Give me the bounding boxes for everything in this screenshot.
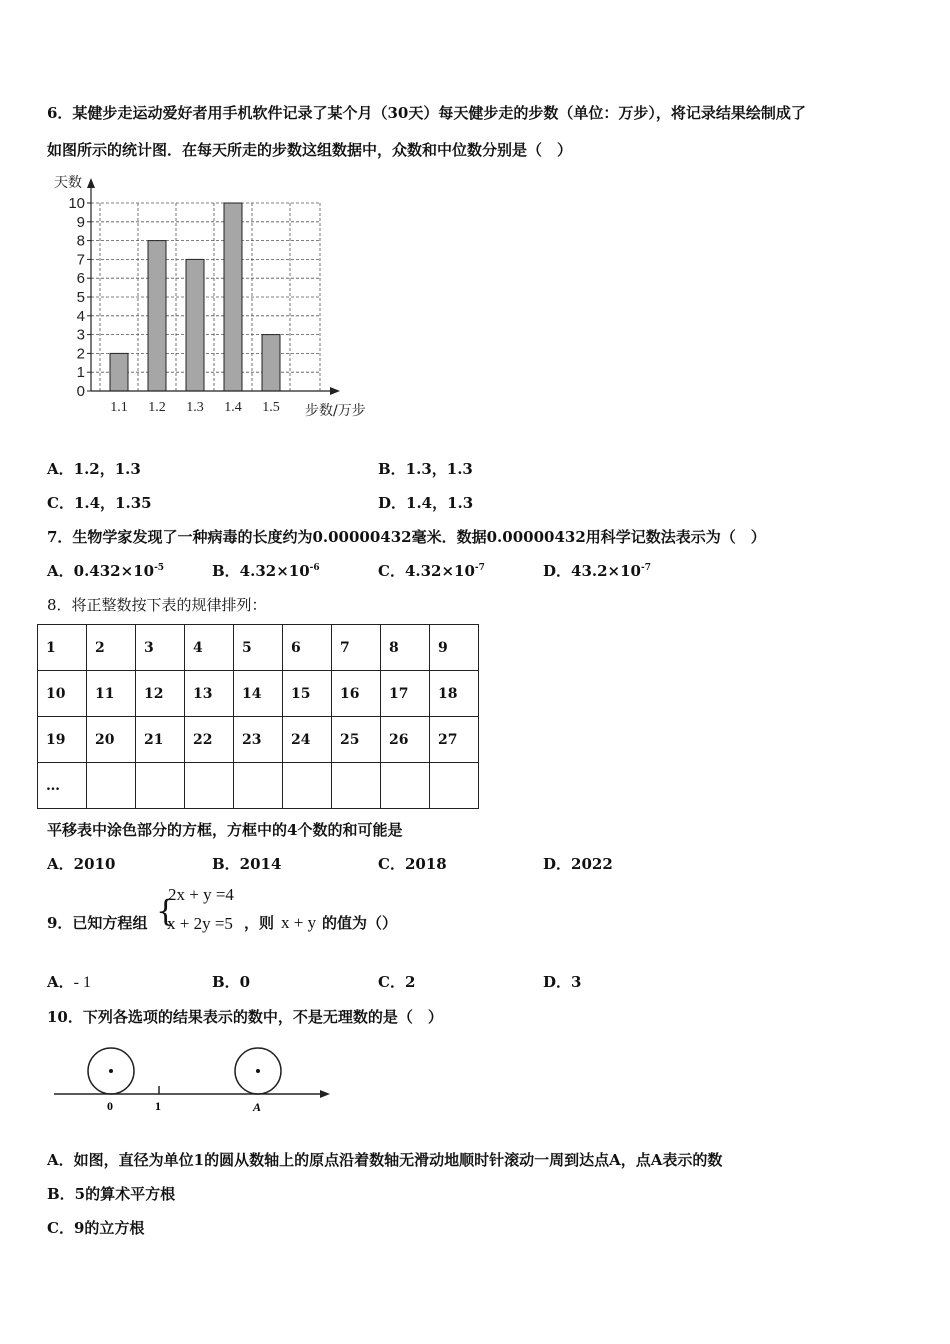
q8-question: 平移表中涂色部分的方框，方框中的4个数的和可能是 [47, 821, 403, 839]
table-row [38, 763, 479, 809]
x-tick-label: 1.2 [148, 400, 166, 415]
table-cell: 7 [332, 625, 381, 671]
bar-1.3 [186, 259, 204, 391]
q7-option-d-exp: -7 [640, 563, 651, 573]
table-cell [185, 763, 234, 809]
rolling-circle-number-line-figure [48, 1040, 338, 1120]
q9-option-d[interactable]: D．3 [543, 973, 582, 991]
q8-stem: 8．将正整数按下表的规律排列： [47, 596, 267, 614]
q9-prefix: 9．已知方程组 [47, 914, 148, 932]
table-cell: 19 [38, 717, 87, 763]
q9-option-c[interactable]: C．2 [378, 973, 416, 991]
y-tick-label: 7 [76, 251, 85, 269]
q9-equation-1: 2x + y =4 [168, 885, 234, 904]
q7-option-c-exp: -7 [474, 563, 485, 573]
q10-stem: 10．下列各选项的结果表示的数中，不是无理数的是（ ） [47, 1008, 443, 1026]
q9-expression: x + y [281, 913, 317, 932]
q6-option-a[interactable]: A．1.2，1.3 [47, 460, 141, 478]
q9-option-a[interactable] [47, 971, 91, 992]
x-tick-label: 1.3 [186, 400, 204, 415]
q6-stem-line1: 6．某健步走运动爱好者用手机软件记录了某个月（30天）每天健步走的步数（单位：万步），将记录结果绘制成了 [47, 104, 806, 122]
table-row [38, 717, 479, 763]
table-cell: 12 [136, 671, 185, 717]
q7-option-d-label: D．43.2×10 [543, 562, 641, 580]
table-cell: 26 [381, 717, 430, 763]
table-cell: 14 [234, 671, 283, 717]
table-row [38, 625, 479, 671]
y-tick-label: 8 [76, 232, 85, 250]
table-cell: 9 [430, 625, 479, 671]
q7-option-c[interactable] [378, 560, 485, 581]
table-row [38, 671, 479, 717]
q6-stem-line2: 如图所示的统计图．在每天所走的步数这组数据中，众数和中位数分别是（ ） [47, 141, 573, 159]
table-cell: 18 [430, 671, 479, 717]
x-tick-label: 1.4 [224, 400, 242, 415]
table-cell: 11 [87, 671, 136, 717]
q7-option-d[interactable] [543, 560, 651, 581]
q8-option-d[interactable]: D．2022 [543, 855, 613, 873]
end-circle-center [256, 1069, 260, 1073]
x-axis-arrow [330, 387, 340, 395]
q6-option-c[interactable]: C．1.4，1.35 [47, 494, 152, 512]
label-1: 1 [155, 1099, 161, 1113]
q7-stem: 7．生物学家发现了一种病毒的长度约为0.00000432毫米．数据0.00000432用科学记数法表示为（ ） [47, 528, 766, 546]
label-A: A [253, 1100, 262, 1114]
y-tick-label: 10 [68, 195, 85, 212]
table-cell: 10 [38, 671, 87, 717]
q9-equation-2: x + 2y =5 [167, 914, 233, 933]
label-0: 0 [107, 1099, 113, 1113]
q7-option-a-label: A．0.432×10 [47, 562, 155, 580]
q9-middle: ，则 [244, 914, 275, 932]
bar-1.1 [110, 353, 128, 391]
table-cell [87, 763, 136, 809]
table-cell: 4 [185, 625, 234, 671]
y-tick-label: 6 [76, 270, 85, 288]
table-cell [283, 763, 332, 809]
y-tick-label: 4 [76, 307, 85, 325]
q8-option-a[interactable]: A．2010 [47, 855, 116, 873]
bar-1.5 [262, 335, 280, 391]
q7-option-a[interactable] [47, 560, 164, 581]
q6-option-b[interactable]: B．1.3，1.3 [378, 460, 473, 478]
table-cell: 20 [87, 717, 136, 763]
table-cell: 8 [381, 625, 430, 671]
bar-1.2 [148, 241, 166, 391]
table-cell [136, 763, 185, 809]
step-count-bar-chart [40, 168, 390, 428]
y-tick-label: 5 [76, 289, 85, 306]
number-line [54, 1090, 330, 1098]
table-cell: 24 [283, 717, 332, 763]
integer-table [37, 624, 479, 809]
table-cell: 21 [136, 717, 185, 763]
x-tick-label: 1.5 [262, 400, 280, 415]
y-tick-label: 3 [76, 326, 85, 344]
q6-option-d[interactable]: D．1.4，1.3 [378, 494, 474, 512]
q7-option-a-exp: -5 [154, 563, 165, 573]
q7-option-b[interactable] [212, 560, 320, 581]
x-tick-label: 1.1 [110, 400, 128, 415]
table-cell [234, 763, 283, 809]
q7-option-b-label: B．4.32×10 [212, 562, 310, 580]
table-cell: 5 [234, 625, 283, 671]
table-cell: 23 [234, 717, 283, 763]
q7-option-c-label: C．4.32×10 [378, 562, 475, 580]
equation-brace: { [156, 894, 176, 929]
start-circle-center [109, 1069, 113, 1073]
table-cell: 13 [185, 671, 234, 717]
y-tick-label: 0 [76, 383, 85, 400]
y-tick-label: 9 [76, 213, 85, 231]
q10-option-a[interactable]: A．如图，直径为单位1的圆从数轴上的原点沿着数轴无滑动地顺时针滚动一周到达点A，点A表示的数 [47, 1151, 723, 1169]
table-cell: 25 [332, 717, 381, 763]
table-cell: 3 [136, 625, 185, 671]
table-cell [381, 763, 430, 809]
q10-option-b[interactable]: B．5的算术平方根 [47, 1185, 176, 1203]
bar-1.4 [224, 203, 242, 391]
q9-option-b[interactable]: B．0 [212, 973, 251, 991]
table-cell: … [38, 763, 87, 809]
table-cell: 6 [283, 625, 332, 671]
table-cell: 1 [38, 625, 87, 671]
q9-option-a-value: - 1 [73, 974, 91, 991]
x-axis-title: 步数/万步 [305, 403, 366, 419]
y-tick-label: 2 [76, 345, 85, 363]
y-tick-label: 1 [76, 364, 85, 382]
y-axis-title: 天数 [54, 175, 82, 191]
q8-option-c[interactable]: C．2018 [378, 855, 447, 873]
q9-suffix: 的值为（） [322, 914, 398, 932]
table-cell: 22 [185, 717, 234, 763]
table-cell: 2 [87, 625, 136, 671]
table-cell [332, 763, 381, 809]
table-cell: 15 [283, 671, 332, 717]
y-axis-arrow [87, 178, 95, 188]
q9-option-a-label: A． [47, 973, 74, 991]
table-cell: 16 [332, 671, 381, 717]
q7-option-b-exp: -6 [309, 563, 320, 573]
q10-option-c[interactable]: C．9的立方根 [47, 1219, 145, 1237]
table-cell: 27 [430, 717, 479, 763]
table-cell: 17 [381, 671, 430, 717]
q8-option-b[interactable]: B．2014 [212, 855, 282, 873]
table-cell [430, 763, 479, 809]
